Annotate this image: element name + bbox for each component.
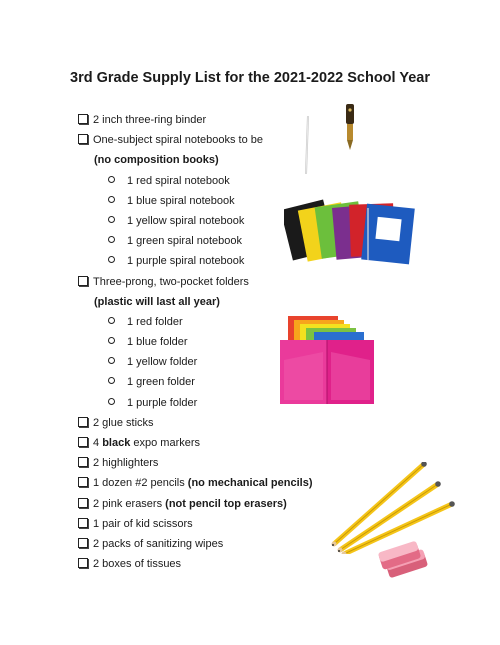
item-text: 1 purple folder — [127, 396, 198, 409]
item-text: 1 dozen #2 pencils — [93, 477, 188, 490]
bullet-icon — [108, 377, 115, 384]
checkbox-icon — [78, 134, 88, 144]
spiral-notebooks-icon — [284, 196, 416, 268]
page-title: 3rd Grade Supply List for the 2021-2022 School Year — [70, 70, 430, 86]
bullet-icon — [108, 236, 115, 243]
item-text: 2 highlighters — [93, 457, 159, 470]
item-text: 2 boxes of tissues — [93, 558, 182, 571]
bullet-icon — [108, 196, 115, 203]
pencil-shape — [332, 462, 427, 547]
list-item — [78, 272, 378, 292]
binder-icon — [298, 102, 368, 182]
item-text: 2 packs of sanitizing wipes — [93, 537, 224, 550]
checkbox-icon — [78, 417, 88, 427]
item-text: 2 glue sticks — [93, 416, 154, 429]
item-emphasis: (not pencil top erasers) — [165, 497, 287, 510]
item-text: 1 green folder — [127, 376, 195, 389]
checkbox-icon — [78, 498, 88, 508]
list-note — [78, 292, 378, 312]
item-text: Three-prong, two-pocket folders — [93, 275, 249, 288]
list-item — [78, 413, 378, 433]
bullet-icon — [108, 357, 115, 364]
item-text: 1 blue spiral notebook — [127, 194, 235, 207]
checkbox-icon — [78, 477, 88, 487]
list-item — [78, 433, 378, 453]
checkbox-icon — [78, 457, 88, 467]
item-text: (plastic will last all year) — [94, 295, 220, 308]
item-text: One-subject spiral notebooks to be — [93, 134, 263, 147]
checkbox-icon — [78, 437, 88, 447]
item-text: (no composition books) — [94, 154, 219, 167]
eraser-icon — [376, 540, 440, 584]
item-text: 2 inch three-ring binder — [93, 114, 207, 126]
checkbox-icon — [78, 558, 88, 568]
bullet-icon — [108, 398, 115, 405]
item-text: 1 red folder — [127, 315, 183, 328]
list-item — [78, 554, 378, 574]
item-text: 1 yellow folder — [127, 356, 198, 369]
item-text: 4 — [93, 437, 103, 449]
checkbox-icon — [78, 538, 88, 548]
bullet-icon — [108, 317, 115, 324]
item-emphasis: (no mechanical pencils) — [187, 477, 313, 490]
item-text: 1 purple spiral notebook — [127, 255, 245, 268]
checkbox-icon — [78, 114, 88, 124]
bullet-icon — [108, 337, 115, 344]
checkbox-icon — [78, 276, 88, 286]
item-text: 1 pair of kid scissors — [93, 517, 193, 530]
item-text: 1 red spiral notebook — [127, 174, 230, 187]
folders-icon — [278, 312, 378, 408]
item-emphasis: black — [102, 437, 131, 449]
checkbox-icon — [78, 518, 88, 528]
bullet-icon — [108, 256, 115, 263]
item-text: 1 green spiral notebook — [127, 235, 242, 248]
item-text: 1 yellow spiral notebook — [127, 214, 245, 227]
bullet-icon — [108, 176, 115, 183]
bullet-icon — [108, 216, 115, 223]
item-text: 1 blue folder — [127, 336, 188, 349]
item-text: expo markers — [130, 437, 201, 449]
item-text: 2 pink erasers — [93, 497, 166, 510]
